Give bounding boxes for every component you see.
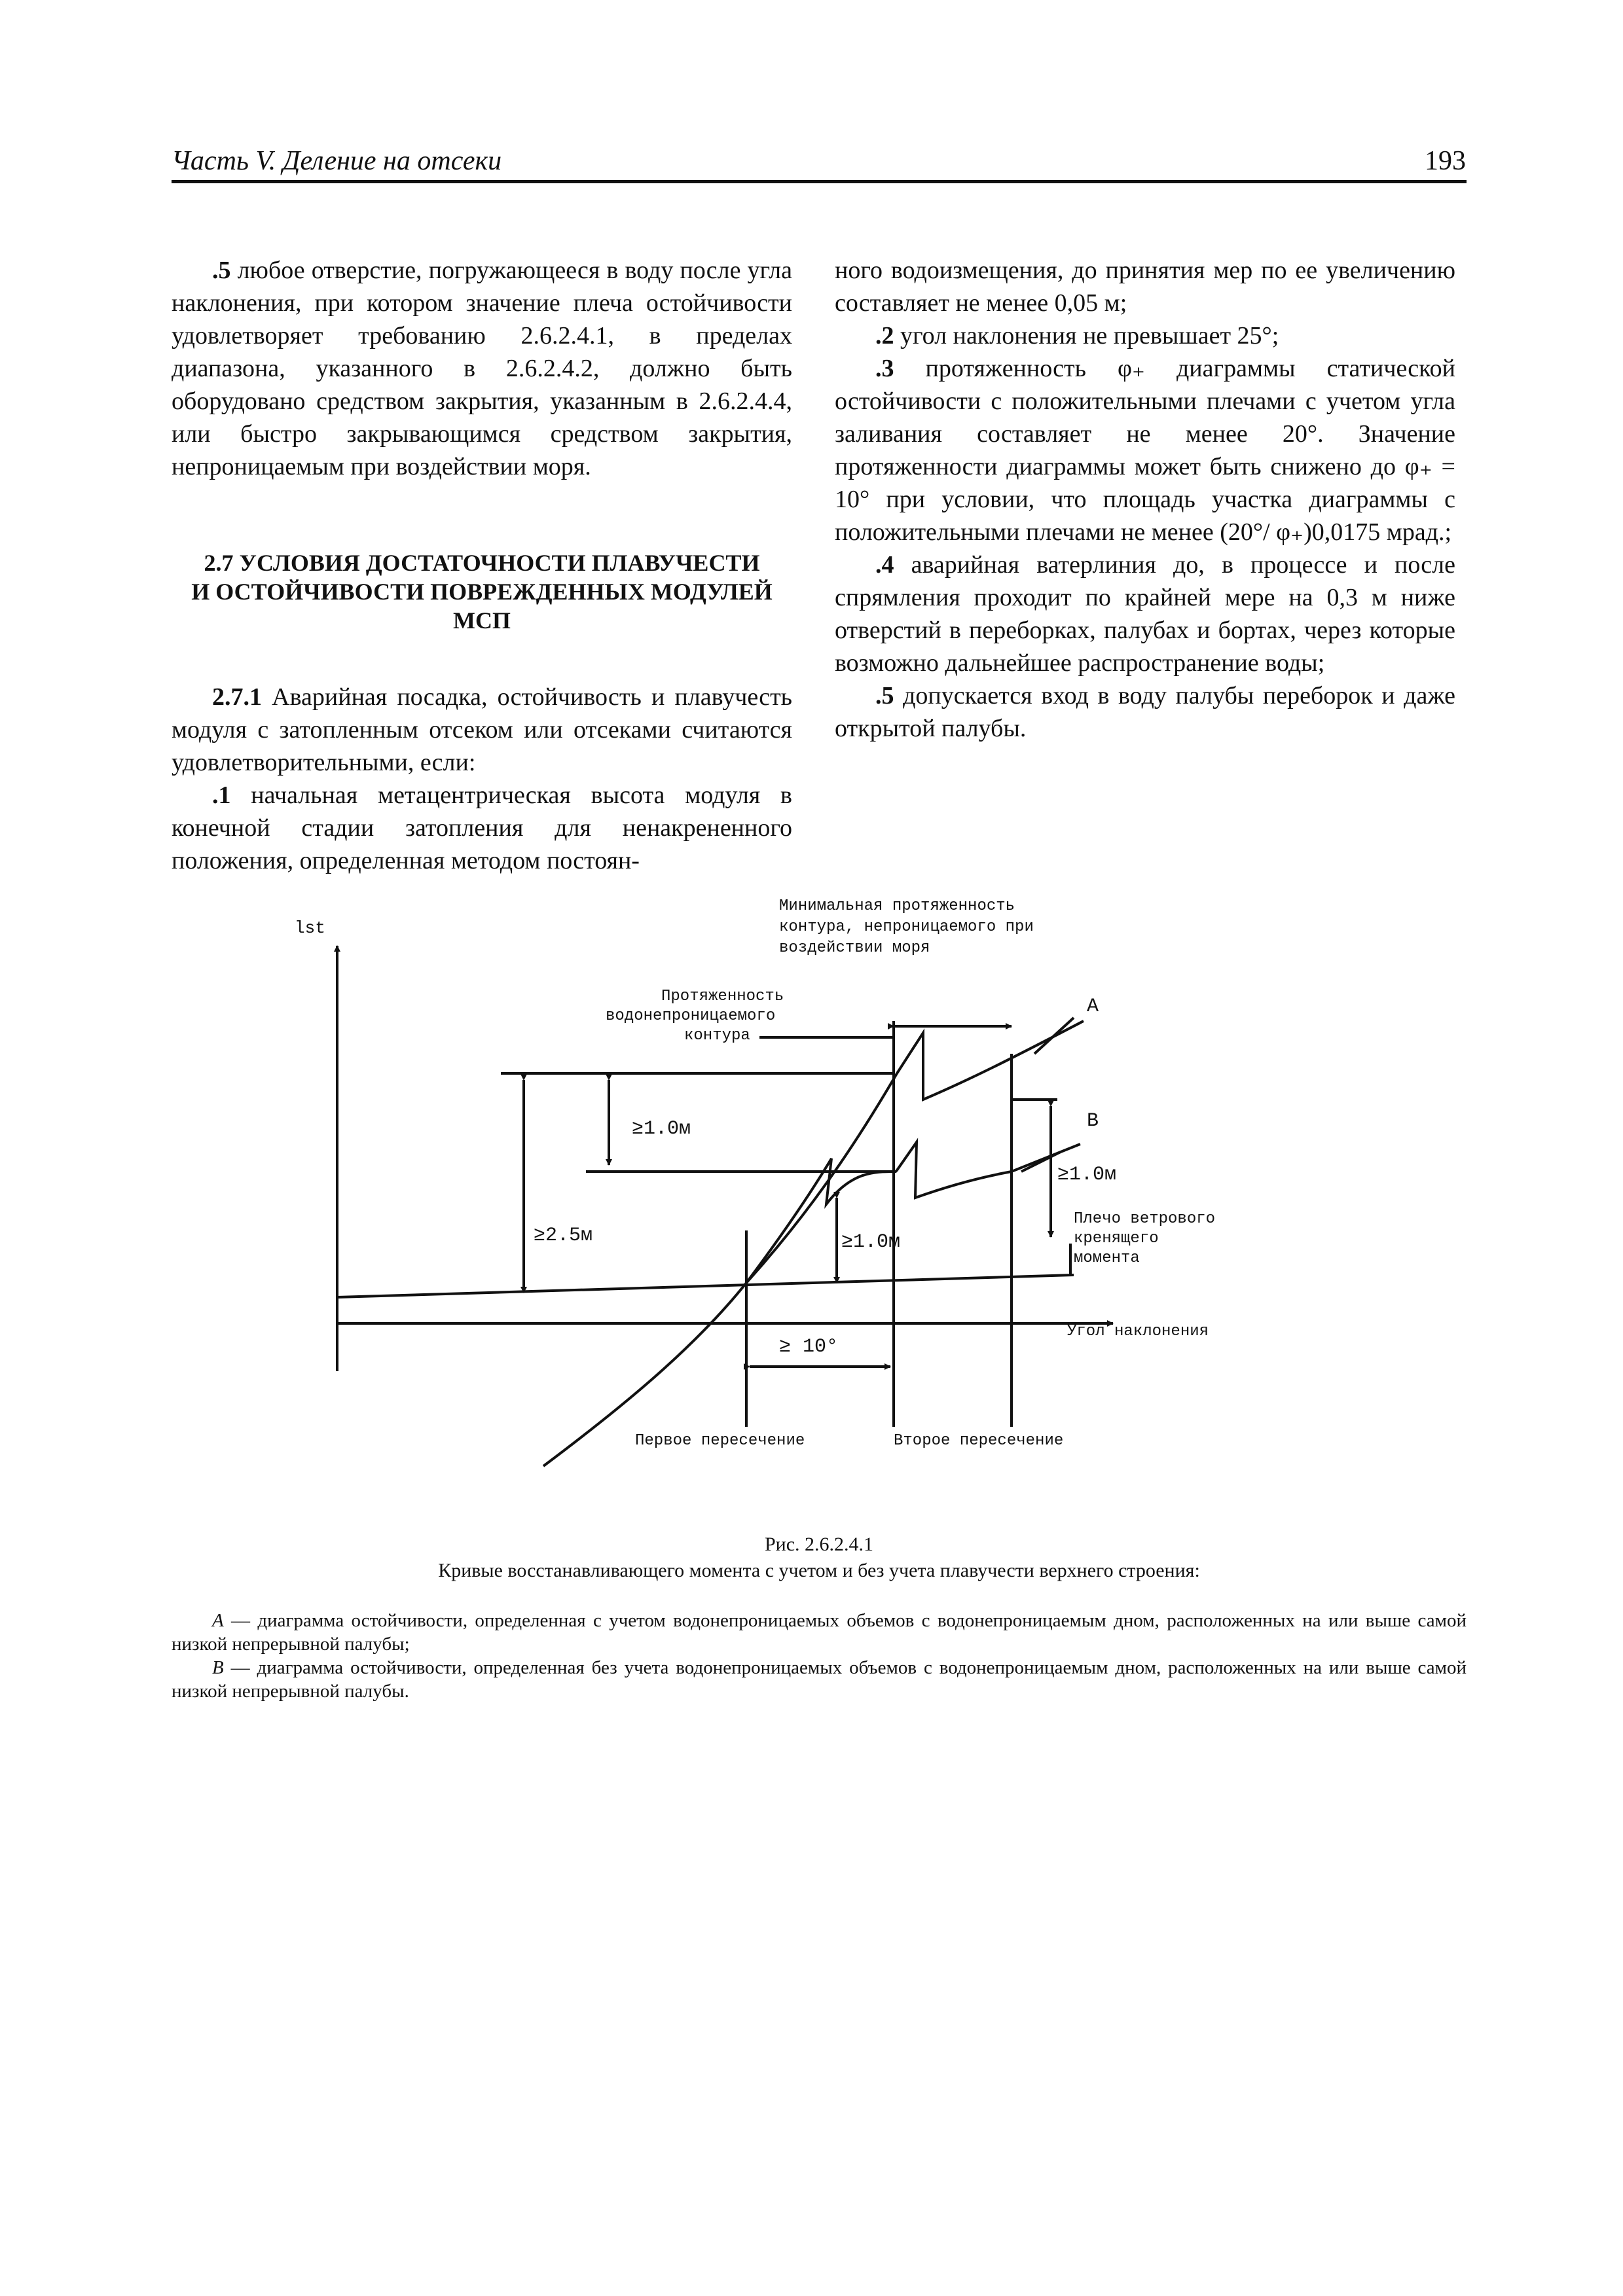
label-min-extent-line-1: Минимальная протяженность xyxy=(779,897,1015,915)
heading-line: И ОСТОЙЧИВОСТИ ПОВРЕЖДЕННЫХ МОДУЛЕЙ МСП xyxy=(191,579,773,634)
note-b-letter: В xyxy=(212,1657,224,1678)
paragraph-text: аварийная ватерлиния до, в процессе и после спрямления проходит по крайней мере на 0,3 м ниже отверстий в переборках, палубах и бортах, через которые возможно дальнейшее распространение воды; xyxy=(835,551,1455,677)
figure-caption xyxy=(172,1532,1467,1584)
curve-b xyxy=(543,1142,1080,1466)
figure-notes xyxy=(172,1609,1467,1703)
x-axis-label: Угол наклонения xyxy=(1067,1323,1209,1340)
curve-b-label: B xyxy=(1087,1110,1099,1132)
item-number: .4 xyxy=(875,551,894,579)
paragraph-continuation: ного водоизмещения, до принятия мер по ее увеличению составляет не менее 0,05 м; xyxy=(835,257,1455,317)
heading-line: 2.7 УСЛОВИЯ ДОСТАТОЧНОСТИ ПЛАВУЧЕСТИ xyxy=(204,550,760,576)
note-a xyxy=(172,1609,1467,1656)
item-number: .5 xyxy=(875,682,894,709)
item-number: .5 xyxy=(212,257,231,284)
y-axis-label: lst xyxy=(295,918,325,938)
figure-number: Рис. 2.6.2.4.1 xyxy=(764,1534,874,1555)
item-number: .1 xyxy=(212,781,231,809)
second-intersection-label: Второе пересечение xyxy=(894,1432,1064,1450)
curve-a xyxy=(746,1021,1084,1283)
wind-label-line-1: Плечо ветрового xyxy=(1074,1210,1216,1228)
dim-2-5m-label: ≥2.5м xyxy=(534,1225,593,1247)
paragraph-text: любое отверстие, погружающееся в воду после угла наклонения, при котором значение плеча остойчивости удовлетворяет требованию 2.6.2.4.1, в пределах диапазона, указанного в 2.6.2.4.2, должно быть оборудовано средством закрытия, указанным в 2.6.2.4.4, или быстро закрывающимся средством закрытия, непроницаемым при воздействии моря. xyxy=(172,257,792,480)
clause-number: 2.7.1 xyxy=(212,683,262,711)
paragraph-text: допускается вход в воду палубы переборок и даже открытой палубы. xyxy=(835,682,1455,742)
dim-10deg-label: ≥ 10° xyxy=(779,1336,839,1358)
dim-1m-right-label: ≥1.0м xyxy=(1057,1164,1117,1186)
wind-label-line-2: кренящего xyxy=(1074,1230,1159,1247)
figure-title: Кривые восстанавливающего момента с учетом и без учета плавучести верхнего строения: xyxy=(438,1560,1200,1581)
label-min-extent-line-3: воздействии моря xyxy=(779,939,930,957)
paragraph-text: Аварийная посадка, остойчивость и плавучесть модуля с затопленным отсеком или отсеками считаются удовлетворительными, если: xyxy=(172,683,793,776)
running-header-title: Часть V. Деление на отсеки xyxy=(172,146,502,176)
wind-heeling-lever-line xyxy=(337,1275,1074,1297)
note-a-letter: А xyxy=(212,1610,224,1631)
label-min-extent-line-2: контура, непроницаемого при xyxy=(779,918,1034,936)
item-number: .3 xyxy=(875,355,894,382)
curve-a-label: A xyxy=(1087,996,1099,1018)
dim-1m-mid-label: ≥1.0м xyxy=(841,1231,901,1253)
leader-b xyxy=(1021,1152,1061,1172)
note-b-text: — диаграмма остойчивости, определенная без учета водонепроницаемых объемов с водонепроницаемым дном, расположенных на или выше самой низкой непрерывной палубы. xyxy=(172,1657,1467,1702)
page-number: 193 xyxy=(1425,146,1466,176)
wind-label-line-3: момента xyxy=(1074,1249,1140,1267)
paragraph-text: угол наклонения не превышает 25°; xyxy=(900,322,1279,350)
paragraph-text: начальная метацентрическая высота модуля в конечной стадии затопления для ненакрененного положения, определенная методом постоян- xyxy=(172,781,793,874)
note-a-text: — диаграмма остойчивости, определенная с учетом водонепроницаемых объемов с водонепроницаемым дном, расположенных на или выше самой низкой непрерывной палубы; xyxy=(172,1610,1467,1655)
label-watertight-line-2: водонепроницаемого xyxy=(606,1007,776,1025)
first-intersection-label: Первое пересечение xyxy=(635,1432,805,1450)
label-watertight-line-1: Протяженность xyxy=(661,988,784,1005)
leader-a xyxy=(1034,1018,1074,1054)
paragraph-text: протяженность φ₊ диаграммы статической остойчивости с положительными плечами с учетом угла заливания составляет не менее 20°. Значение протяженности диаграммы может быть снижено до φ₊ = 10° при условии, что площадь участка диаграммы с положительными плечами не менее (20°/ φ₊)0,0175 мрад.; xyxy=(835,355,1456,546)
item-number: .2 xyxy=(875,322,894,350)
label-watertight-line-3: контура xyxy=(684,1027,750,1045)
note-b xyxy=(172,1656,1467,1703)
dim-1m-left-label: ≥1.0м xyxy=(632,1118,691,1140)
